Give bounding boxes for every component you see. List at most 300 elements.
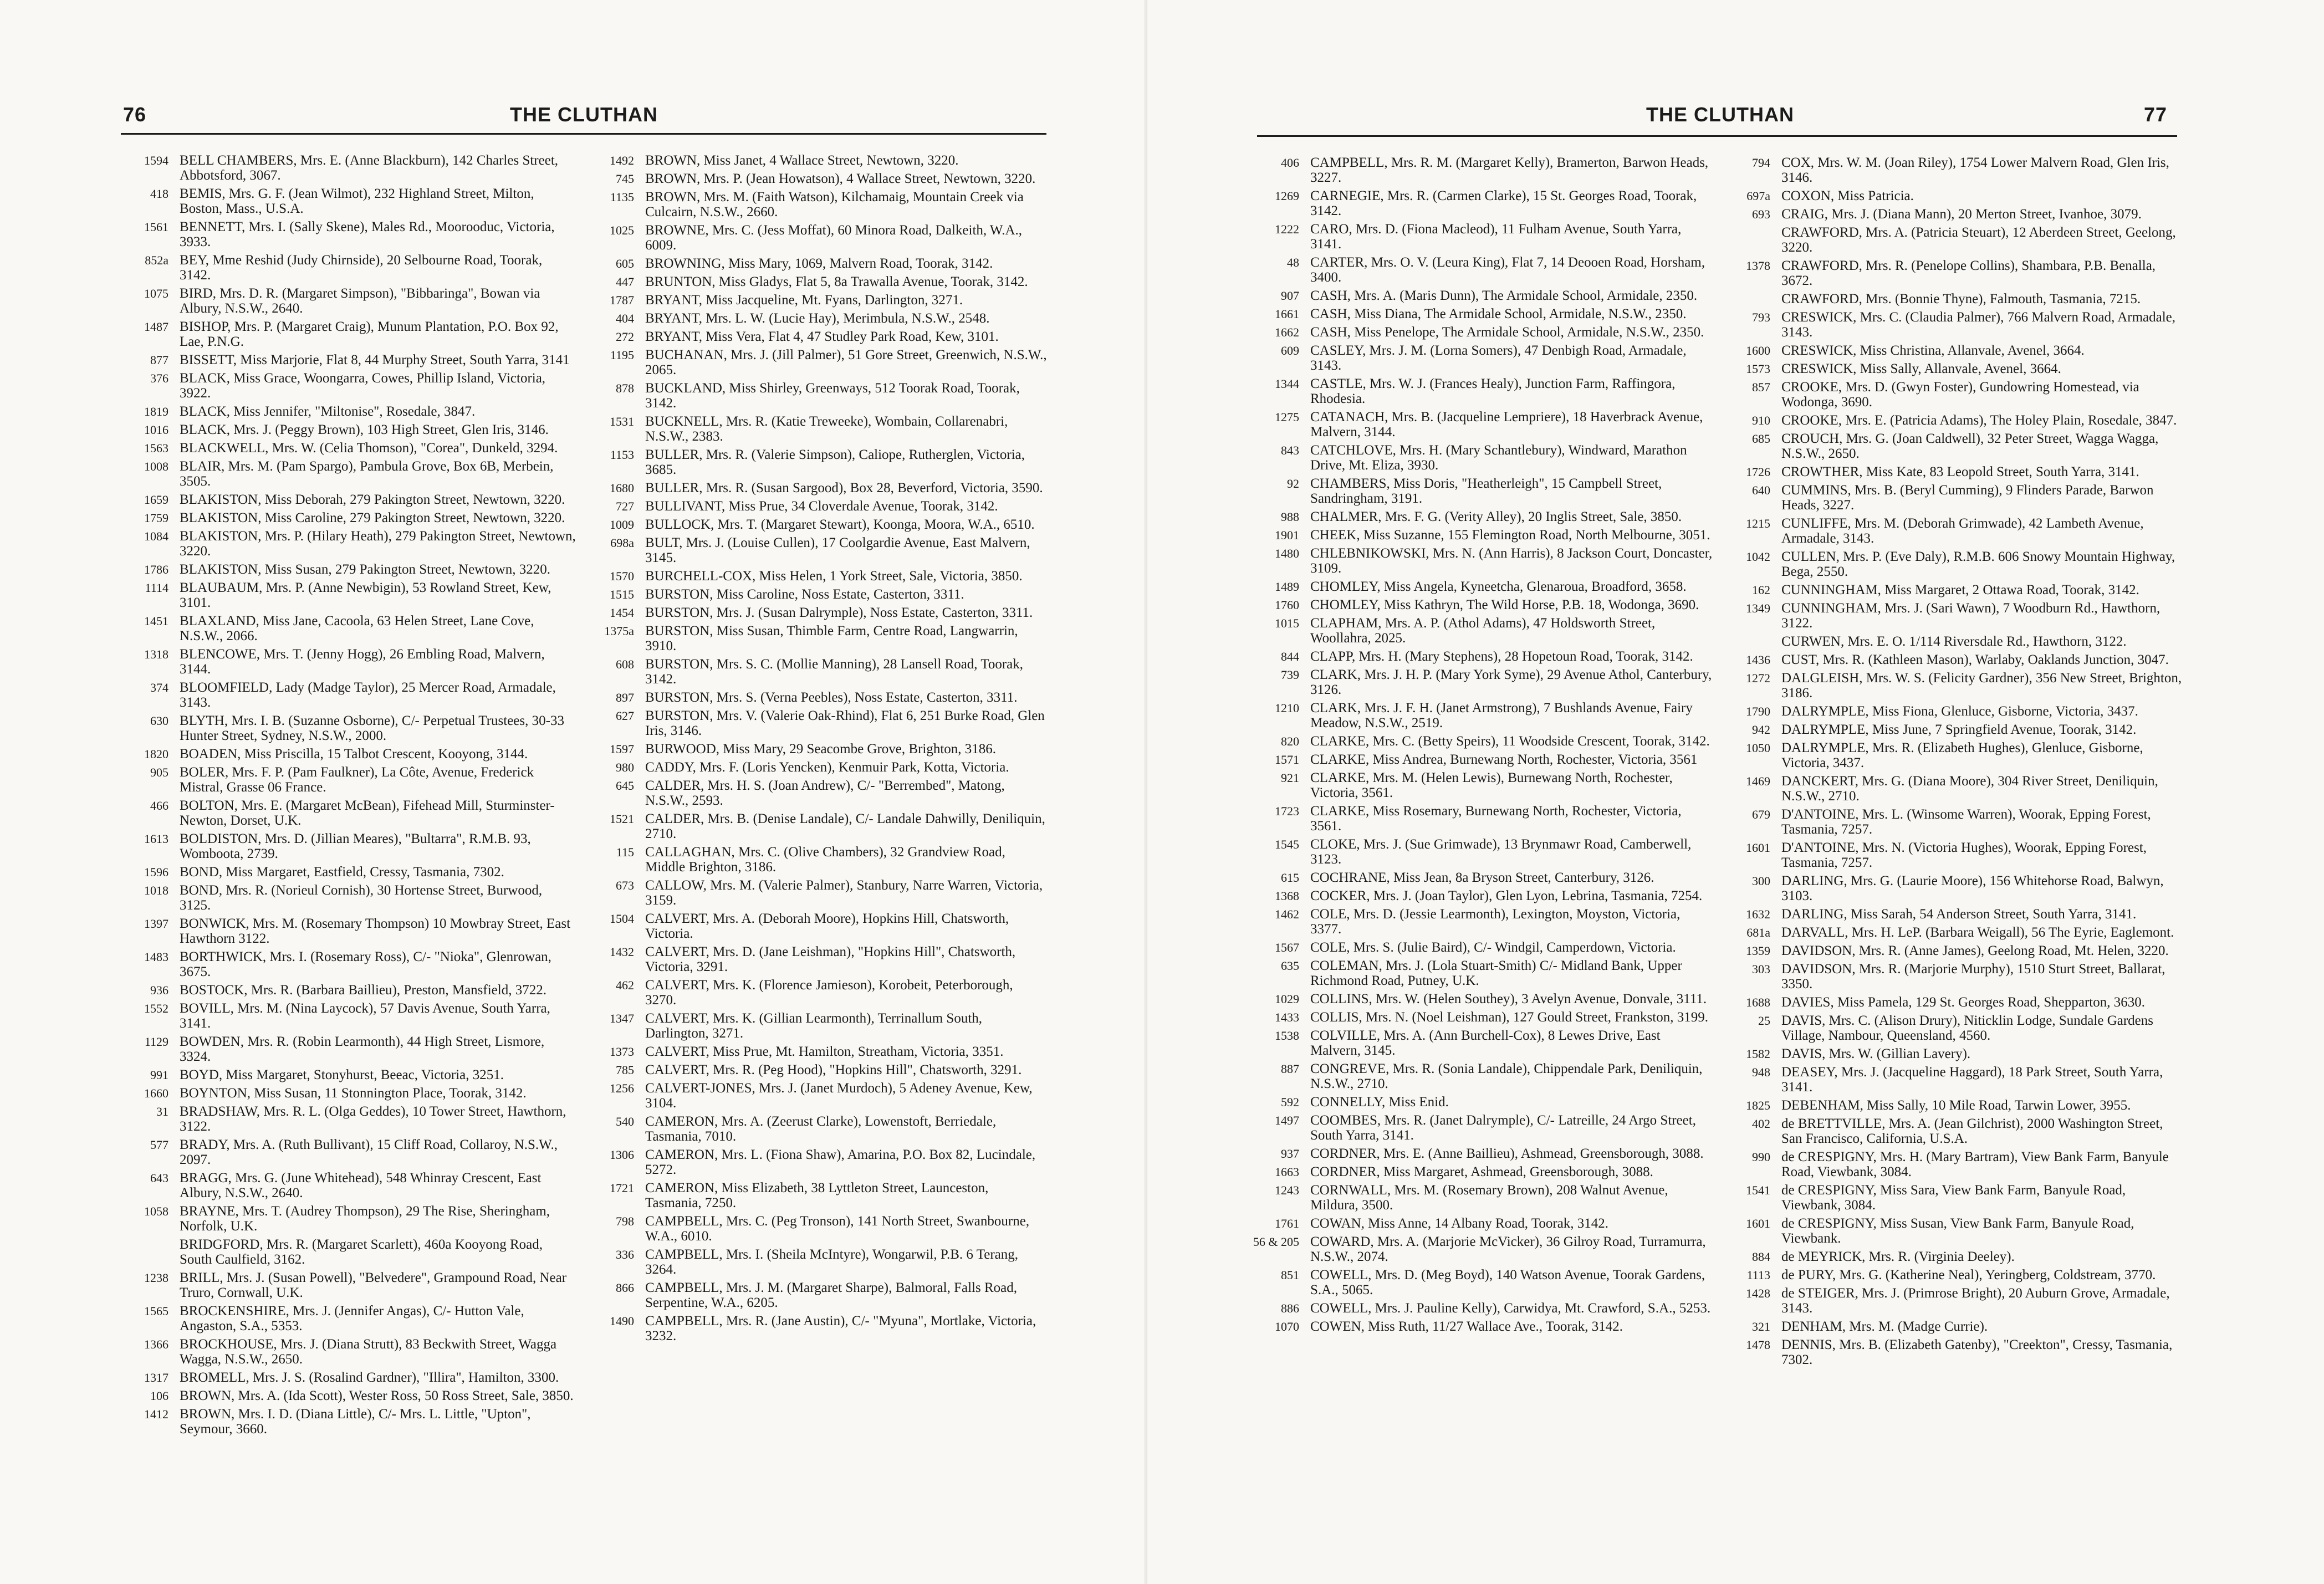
member-details: BLACK, Miss Grace, Woongarra, Cowes, Phillip Island, Victoria, 3922. xyxy=(180,371,546,401)
member-number: 852a xyxy=(145,253,168,267)
member-number: 31 xyxy=(156,1105,168,1118)
member-details: CUNNINGHAM, Mrs. J. (Sari Wawn), 7 Woodburn Rd., Hawthorn, 3122. xyxy=(1781,601,2160,631)
member-details: DAVIDSON, Mrs. R. (Anne James), Geelong Road, Mt. Helen, 3220. xyxy=(1781,943,2169,958)
left-page-header xyxy=(0,103,1147,136)
member-details: DARVALL, Mrs. H. LeP. (Barbara Weigall), 56 The Eyrie, Eaglemont. xyxy=(1781,925,2174,940)
member-number: 1561 xyxy=(144,220,168,234)
member-number: 942 xyxy=(1752,723,1770,737)
member-number: 1582 xyxy=(1746,1047,1770,1061)
member-details: COWAN, Miss Anne, 14 Albany Road, Toorak, 3142. xyxy=(1310,1216,1609,1231)
directory-entry xyxy=(1724,258,2184,288)
member-number: 1397 xyxy=(144,917,168,931)
member-number: 698a xyxy=(610,536,634,550)
member-number: 592 xyxy=(1281,1095,1299,1109)
directory-entry xyxy=(588,293,1048,308)
member-number: 877 xyxy=(150,353,168,367)
member-number: 1243 xyxy=(1275,1183,1299,1197)
member-details: DEBENHAM, Miss Sally, 10 Mile Road, Tarwin Lower, 3955. xyxy=(1781,1098,2131,1113)
member-number: 905 xyxy=(150,765,168,779)
member-details: CALVERT, Mrs. R. (Peg Hood), "Hopkins Hill", Chatsworth, 3291. xyxy=(645,1062,1022,1077)
member-details: BEY, Mme Reshid (Judy Chirnside), 20 Selbourne Road, Toorak, 3142. xyxy=(180,253,543,283)
directory-entry xyxy=(588,978,1048,1008)
member-details: COOMBES, Mrs. R. (Janet Dalrymple), C/- Latreille, 24 Argo Street, South Yarra, 3141. xyxy=(1310,1113,1696,1143)
directory-entry xyxy=(1253,343,1713,373)
member-number: 1025 xyxy=(610,223,634,237)
member-details: BOLDISTON, Mrs. D. (Jillian Meares), "Bultarra", R.M.B. 93, Womboota, 2739. xyxy=(180,831,531,861)
directory-entry xyxy=(1253,1146,1713,1161)
directory-entry xyxy=(122,647,576,677)
directory-entry xyxy=(1724,155,2184,185)
directory-entry xyxy=(122,1086,576,1101)
directory-entry xyxy=(122,747,576,762)
directory-entry xyxy=(122,1067,576,1082)
member-details: BULLOCK, Mrs. T. (Margaret Stewart), Koonga, Moora, W.A., 6510. xyxy=(645,517,1035,532)
directory-entry xyxy=(1724,431,2184,461)
member-number: 866 xyxy=(616,1281,634,1295)
directory-entry xyxy=(1724,740,2184,770)
member-number: 991 xyxy=(150,1068,168,1082)
member-details: CLARKE, Mrs. C. (Betty Speirs), 11 Woodside Crescent, Toorak, 3142. xyxy=(1310,734,1710,749)
directory-entry xyxy=(1253,701,1713,730)
directory-entry xyxy=(122,441,576,456)
directory-entry xyxy=(122,831,576,861)
member-number: 1596 xyxy=(144,865,168,879)
directory-entry xyxy=(122,983,576,998)
member-details: DENNIS, Mrs. B. (Elizabeth Gatenby), "Creekton", Cressy, Tasmania, 7302. xyxy=(1781,1337,2173,1367)
member-number: 1597 xyxy=(610,742,634,756)
directory-entry xyxy=(122,680,576,710)
directory-entry xyxy=(1253,667,1713,697)
member-details: CUNLIFFE, Mrs. M. (Deborah Grimwade), 42 Lambeth Avenue, Armadale, 3143. xyxy=(1781,516,2144,546)
directory-entry xyxy=(1724,962,2184,992)
member-details: BROWN, Mrs. M. (Faith Watson), Kilchamaig, Mountain Creek via Culcairn, N.S.W., 2660. xyxy=(645,190,1024,219)
directory-entry xyxy=(1253,1216,1713,1231)
member-number: 887 xyxy=(1281,1062,1299,1076)
directory-entry xyxy=(588,1114,1048,1144)
member-details: BOLTON, Mrs. E. (Margaret McBean), Fifehead Mill, Sturminster-Newton, Dorset, U.K. xyxy=(180,798,555,828)
member-number: 1521 xyxy=(610,812,634,826)
member-number: 1565 xyxy=(144,1304,168,1318)
member-details: BURSTON, Mrs. S. C. (Mollie Manning), 28 Lansell Road, Toorak, 3142. xyxy=(645,657,1024,687)
member-number: 685 xyxy=(1752,432,1770,446)
directory-entry xyxy=(122,1034,576,1064)
directory-entry xyxy=(122,371,576,401)
directory-entry xyxy=(588,1181,1048,1210)
member-number: 645 xyxy=(616,779,634,793)
directory-entry xyxy=(1253,155,1713,185)
directory-entry xyxy=(1253,649,1713,664)
member-details: BLAKISTON, Miss Deborah, 279 Pakington Street, Newtown, 3220. xyxy=(180,492,565,507)
member-number: 640 xyxy=(1752,483,1770,497)
member-details: CHOMLEY, Miss Kathryn, The Wild Horse, P.B. 18, Wodonga, 3690. xyxy=(1310,597,1699,612)
member-number: 679 xyxy=(1752,808,1770,821)
directory-entry xyxy=(1724,774,2184,804)
left-page xyxy=(0,0,1147,1584)
member-details: CLARK, Mrs. J. F. H. (Janet Armstrong), 7 Bushlands Avenue, Fairy Meadow, N.S.W., 2519. xyxy=(1310,701,1693,730)
member-number: 635 xyxy=(1281,959,1299,973)
member-details: COLLINS, Mrs. W. (Helen Southey), 3 Avelyn Avenue, Donvale, 3111. xyxy=(1310,992,1707,1006)
directory-entry xyxy=(122,916,576,946)
directory-entry xyxy=(588,1247,1048,1277)
member-number: 1412 xyxy=(144,1407,168,1421)
member-details: BURSTON, Mrs. V. (Valerie Oak-Rhind), Flat 6, 251 Burke Road, Glen Iris, 3146. xyxy=(645,708,1045,738)
directory-entry xyxy=(588,1044,1048,1059)
directory-entry xyxy=(1253,1301,1713,1316)
member-details: CARO, Mrs. D. (Fiona Macleod), 11 Fulham Avenue, South Yarra, 3141. xyxy=(1310,222,1682,252)
directory-entry xyxy=(588,778,1048,808)
member-number: 1478 xyxy=(1746,1338,1770,1352)
member-details: COLLIS, Mrs. N. (Noel Leishman), 127 Gould Street, Frankston, 3199. xyxy=(1310,1010,1708,1025)
directory-entry xyxy=(1724,995,2184,1010)
member-number: 1009 xyxy=(610,518,634,532)
directory-entry xyxy=(1724,343,2184,358)
member-number: 1451 xyxy=(144,614,168,628)
member-details: COLE, Mrs. S. (Julie Baird), C/- Windgil, Camperdown, Victoria. xyxy=(1310,940,1676,955)
member-number: 605 xyxy=(616,257,634,270)
directory-entry xyxy=(1253,1061,1713,1091)
directory-entry xyxy=(588,569,1048,584)
directory-entry xyxy=(1253,992,1713,1006)
member-details: CRESWICK, Miss Christina, Allanvale, Avenel, 3664. xyxy=(1781,343,2085,358)
member-number: 693 xyxy=(1752,207,1770,221)
directory-column xyxy=(1253,155,1713,1337)
directory-entry xyxy=(588,274,1048,289)
directory-entry xyxy=(588,1062,1048,1077)
directory-entry xyxy=(1724,464,2184,479)
member-details: COWARD, Mrs. A. (Marjorie McVicker), 36 Gilroy Road, Turramurra, N.S.W., 2074. xyxy=(1310,1234,1706,1264)
directory-entry xyxy=(1253,1113,1713,1143)
member-details: CALVERT, Mrs. A. (Deborah Moore), Hopkins Hill, Chatsworth, Victoria. xyxy=(645,911,1009,941)
member-number: 1688 xyxy=(1746,995,1770,1009)
directory-entry xyxy=(122,459,576,489)
directory-entry xyxy=(1724,722,2184,737)
member-details: BRYANT, Mrs. L. W. (Lucie Hay), Merimbula, N.S.W., 2548. xyxy=(645,311,990,326)
member-details: CRAWFORD, Mrs. (Bonnie Thyne), Falmouth, Tasmania, 7215. xyxy=(1781,292,2141,306)
member-details: CORDNER, Miss Margaret, Ashmead, Greensborough, 3088. xyxy=(1310,1164,1653,1179)
member-number: 1195 xyxy=(610,348,634,362)
member-details: DANCKERT, Mrs. G. (Diana Moore), 304 River Street, Deniliquin, N.S.W., 2710. xyxy=(1781,774,2158,804)
member-number: 1075 xyxy=(144,287,168,300)
directory-entry xyxy=(122,1370,576,1385)
directory-entry xyxy=(1724,207,2184,222)
member-number: 402 xyxy=(1752,1117,1770,1131)
member-details: BISSETT, Miss Marjorie, Flat 8, 44 Murphy Street, South Yarra, 3141 xyxy=(180,352,570,367)
member-details: DAVIS, Mrs. C. (Alison Drury), Niticklin Lodge, Sundale Gardens Village, Nambour, Queensland, 4560. xyxy=(1781,1013,2153,1043)
member-number: 56 & 205 xyxy=(1253,1235,1299,1249)
directory-entry xyxy=(1253,255,1713,285)
member-details: BROWN, Mrs. A. (Ida Scott), Wester Ross, 50 Ross Street, Sale, 3850. xyxy=(180,1388,574,1403)
directory-entry xyxy=(1724,907,2184,922)
member-number: 1600 xyxy=(1746,344,1770,357)
directory-entry xyxy=(1253,528,1713,543)
member-number: 844 xyxy=(1281,650,1299,663)
directory-entry xyxy=(122,1407,576,1437)
member-details: BISHOP, Mrs. P. (Margaret Craig), Munum Plantation, P.O. Box 92, Lae, P.N.G. xyxy=(180,319,559,349)
member-number: 1515 xyxy=(610,587,634,601)
directory-entry xyxy=(1724,361,2184,376)
member-details: CLARKE, Miss Rosemary, Burnewang North, Rochester, Victoria, 3561. xyxy=(1310,804,1682,834)
member-number: 886 xyxy=(1281,1301,1299,1315)
directory-entry xyxy=(588,811,1048,841)
member-details: COCHRANE, Miss Jean, 8a Bryson Street, Canterbury, 3126. xyxy=(1310,870,1654,885)
member-number: 1344 xyxy=(1275,377,1299,391)
member-details: CAMERON, Mrs. L. (Fiona Shaw), Amarina, P.O. Box 82, Lucindale, 5272. xyxy=(645,1147,1036,1177)
directory-entry xyxy=(122,1137,576,1167)
member-number: 1029 xyxy=(1275,992,1299,1006)
member-number: 794 xyxy=(1752,156,1770,170)
member-number: 1787 xyxy=(610,293,634,307)
directory-entry xyxy=(1724,380,2184,410)
directory-entry xyxy=(1724,1216,2184,1246)
directory-entry xyxy=(122,286,576,316)
member-details: BLACK, Miss Jennifer, "Miltonise", Rosedale, 3847. xyxy=(180,404,476,419)
member-number: 1366 xyxy=(144,1337,168,1351)
directory-entry xyxy=(1724,1337,2184,1367)
member-details: CURWEN, Mrs. E. O. 1/114 Riversdale Rd., Hawthorn, 3122. xyxy=(1781,634,2127,649)
member-details: DENHAM, Mrs. M. (Madge Currie). xyxy=(1781,1319,1988,1334)
member-details: BURCHELL-COX, Miss Helen, 1 York Street, Sale, Victoria, 3850. xyxy=(645,569,1023,584)
member-number: 745 xyxy=(616,172,634,186)
member-number: 1790 xyxy=(1746,704,1770,718)
member-details: CHOMLEY, Miss Angela, Kyneetcha, Glenaroua, Broadford, 3658. xyxy=(1310,579,1687,594)
member-details: BONWICK, Mrs. M. (Rosemary Thompson) 10 Mowbray Street, East Hawthorn 3122. xyxy=(180,916,571,946)
directory-entry xyxy=(122,422,576,437)
member-details: CRAWFORD, Mrs. R. (Penelope Collins), Shambara, P.B. Benalla, 3672. xyxy=(1781,258,2156,288)
directory-entry xyxy=(1724,671,2184,701)
directory-entry xyxy=(588,153,1048,168)
member-number: 1760 xyxy=(1275,598,1299,612)
member-number: 1632 xyxy=(1746,907,1770,921)
member-details: BOADEN, Miss Priscilla, 15 Talbot Crescent, Kooyong, 3144. xyxy=(180,747,528,762)
member-details: BRADY, Mrs. A. (Ruth Bullivant), 15 Cliff Road, Collaroy, N.S.W., 2097. xyxy=(180,1137,558,1167)
directory-entry xyxy=(588,911,1048,941)
directory-entry xyxy=(1253,325,1713,340)
directory-entry xyxy=(1724,601,2184,631)
directory-entry xyxy=(122,1304,576,1333)
member-number: 1759 xyxy=(144,511,168,525)
member-number: 25 xyxy=(1758,1014,1770,1028)
member-number: 727 xyxy=(616,499,634,513)
member-details: DARLING, Miss Sarah, 54 Anderson Street, South Yarra, 3141. xyxy=(1781,907,2137,922)
member-details: CATCHLOVE, Mrs. H. (Mary Schantlebury), Windward, Marathon Drive, Mt. Eliza, 3930. xyxy=(1310,443,1687,473)
member-details: CAMERON, Mrs. A. (Zeerust Clarke), Lowenstoft, Berriedale, Tasmania, 7010. xyxy=(645,1114,997,1144)
directory-entry xyxy=(1253,752,1713,767)
directory-entry xyxy=(1253,940,1713,955)
directory-entry xyxy=(588,1011,1048,1041)
directory-entry xyxy=(588,447,1048,477)
directory-entry xyxy=(1724,1046,2184,1061)
directory-entry xyxy=(588,845,1048,875)
directory-entry xyxy=(1724,1149,2184,1179)
directory-entry xyxy=(588,1280,1048,1310)
member-number: 1723 xyxy=(1275,804,1299,818)
directory-entry xyxy=(1724,413,2184,428)
member-details: CALVERT-JONES, Mrs. J. (Janet Murdoch), 5 Adeney Avenue, Kew, 3104. xyxy=(645,1081,1033,1111)
directory-entry xyxy=(588,223,1048,253)
member-number: 1662 xyxy=(1275,325,1299,339)
member-details: CLOKE, Mrs. J. (Sue Grimwade), 13 Brynmawr Road, Camberwell, 3123. xyxy=(1310,837,1692,867)
directory-entry xyxy=(1253,616,1713,646)
member-number: 1726 xyxy=(1746,465,1770,479)
directory-entry xyxy=(588,348,1048,377)
member-details: BRIDGFORD, Mrs. R. (Margaret Scarlett), 460a Kooyong Road, South Caulfield, 3162. xyxy=(180,1237,543,1267)
directory-entry xyxy=(588,708,1048,738)
member-number: 1042 xyxy=(1746,550,1770,564)
member-details: BROWN, Mrs. I. D. (Diana Little), C/- Mrs. L. Little, "Upton", Seymour, 3660. xyxy=(180,1407,531,1437)
member-details: CORDNER, Mrs. E. (Anne Baillieu), Ashmead, Greensborough, 3088. xyxy=(1310,1146,1704,1161)
member-number: 540 xyxy=(616,1115,634,1128)
member-number: 1070 xyxy=(1275,1320,1299,1333)
member-details: CONGREVE, Mrs. R. (Sonia Landale), Chippendale Park, Deniliquin, N.S.W., 2710. xyxy=(1310,1061,1703,1091)
member-number: 1269 xyxy=(1275,189,1299,203)
member-details: CLAPHAM, Mrs. A. P. (Athol Adams), 47 Holdsworth Street, Woollahra, 2025. xyxy=(1310,616,1656,646)
directory-entry xyxy=(588,657,1048,687)
member-details: CHEEK, Miss Suzanne, 155 Flemington Road, North Melbourne, 3051. xyxy=(1310,528,1710,543)
directory-entry xyxy=(122,529,576,559)
member-number: 1820 xyxy=(144,747,168,761)
directory-column xyxy=(1724,155,2184,1371)
directory-entry xyxy=(1253,579,1713,594)
directory-entry xyxy=(588,499,1048,514)
member-details: DALRYMPLE, Miss June, 7 Springfield Avenue, Toorak, 3142. xyxy=(1781,722,2137,737)
member-details: BRUNTON, Miss Gladys, Flat 5, 8a Trawalla Avenue, Toorak, 3142. xyxy=(645,274,1028,289)
member-number: 1318 xyxy=(144,647,168,661)
directory-entry xyxy=(588,1214,1048,1244)
directory-entry xyxy=(1253,188,1713,218)
directory-entry xyxy=(122,186,576,216)
member-details: BRAGG, Mrs. G. (June Whitehead), 548 Whinray Crescent, East Albury, N.S.W., 2640. xyxy=(180,1171,542,1200)
directory-entry xyxy=(122,1388,576,1403)
member-number: 1601 xyxy=(1746,1217,1770,1230)
member-number: 1373 xyxy=(610,1045,634,1059)
directory-column xyxy=(122,153,576,1440)
member-details: COWELL, Mrs. J. Pauline Kelly), Carwidya, Mt. Crawford, S.A., 5253. xyxy=(1310,1301,1711,1316)
member-details: CLAPP, Mrs. H. (Mary Stephens), 28 Hopetoun Road, Toorak, 3142. xyxy=(1310,649,1693,664)
directory-entry xyxy=(1253,888,1713,903)
member-details: de CRESPIGNY, Miss Sara, View Bank Farm, Banyule Road, Viewbank, 3084. xyxy=(1781,1183,2126,1213)
directory-entry xyxy=(1724,516,2184,546)
member-number: 1215 xyxy=(1746,517,1770,530)
member-number: 1018 xyxy=(144,883,168,897)
member-details: CALVERT, Mrs. K. (Florence Jamieson), Korobeit, Peterborough, 3270. xyxy=(645,978,1013,1008)
member-number: 1567 xyxy=(1275,941,1299,954)
member-number: 1275 xyxy=(1275,410,1299,424)
member-number: 936 xyxy=(150,983,168,997)
member-details: de CRESPIGNY, Miss Susan, View Bank Farm, Banyule Road, Viewbank. xyxy=(1781,1216,2134,1246)
member-details: BELL CHAMBERS, Mrs. E. (Anne Blackburn), 142 Charles Street, Abbotsford, 3067. xyxy=(180,153,559,183)
member-details: D'ANTOINE, Mrs. N. (Victoria Hughes), Woorak, Epping Forest, Tasmania, 7257. xyxy=(1781,840,2147,870)
member-number: 1497 xyxy=(1275,1113,1299,1127)
member-details: BOYNTON, Miss Susan, 11 Stonnington Place, Toorak, 3142. xyxy=(180,1086,527,1101)
member-details: BIRD, Mrs. D. R. (Margaret Simpson), "Bibbaringa", Bowan via Albury, N.S.W., 2640. xyxy=(180,286,540,316)
directory-entry xyxy=(122,1337,576,1367)
member-details: BLENCOWE, Mrs. T. (Jenny Hogg), 26 Embling Road, Malvern, 3144. xyxy=(180,647,545,677)
member-details: CASTLE, Mrs. W. J. (Frances Healy), Junction Farm, Raffingora, Rhodesia. xyxy=(1310,376,1676,406)
member-details: BROWNING, Miss Mary, 1069, Malvern Road, Toorak, 3142. xyxy=(645,256,993,271)
member-details: CRAIG, Mrs. J. (Diana Mann), 20 Merton Street, Ivanhoe, 3079. xyxy=(1781,207,2142,222)
directory-entry xyxy=(1253,1164,1713,1179)
member-details: CHAMBERS, Miss Doris, "Heatherleigh", 15 Campbell Street, Sandringham, 3191. xyxy=(1310,476,1662,506)
directory-entry xyxy=(1253,1234,1713,1264)
directory-entry xyxy=(1253,222,1713,252)
member-number: 907 xyxy=(1281,289,1299,303)
member-number: 418 xyxy=(150,187,168,201)
member-number: 910 xyxy=(1752,413,1770,427)
member-number: 643 xyxy=(150,1171,168,1185)
directory-entry xyxy=(122,1104,576,1134)
directory-entry xyxy=(122,562,576,577)
member-number: 1594 xyxy=(144,154,168,167)
member-details: COWEN, Miss Ruth, 11/27 Wallace Ave., Toorak, 3142. xyxy=(1310,1319,1623,1334)
member-number: 115 xyxy=(616,845,634,859)
directory-entry xyxy=(588,381,1048,411)
member-number: 1378 xyxy=(1746,259,1770,273)
member-number: 1613 xyxy=(144,832,168,846)
directory-entry xyxy=(588,587,1048,602)
directory-entry xyxy=(588,1147,1048,1177)
directory-entry xyxy=(588,414,1048,444)
member-number: 673 xyxy=(616,878,634,892)
directory-entry xyxy=(1724,943,2184,958)
member-number: 336 xyxy=(616,1248,634,1261)
member-details: CORNWALL, Mrs. M. (Rosemary Brown), 208 Walnut Avenue, Mildura, 3500. xyxy=(1310,1183,1668,1213)
directory-entry xyxy=(1724,582,2184,597)
member-details: BUCHANAN, Mrs. J. (Jill Palmer), 51 Gore Street, Greenwich, N.S.W., 2065. xyxy=(645,348,1047,377)
member-details: CASH, Miss Penelope, The Armidale School, Armidale, N.S.W., 2350. xyxy=(1310,325,1704,340)
member-number: 1761 xyxy=(1275,1217,1299,1230)
member-details: de CRESPIGNY, Mrs. H. (Mary Bartram), View Bank Farm, Banyule Road, Viewbank, 3084. xyxy=(1781,1149,2169,1179)
member-details: COLVILLE, Mrs. A. (Ann Burchell-Cox), 8 Lewes Drive, East Malvern, 3145. xyxy=(1310,1028,1661,1058)
directory-entry xyxy=(122,865,576,880)
directory-entry xyxy=(1724,310,2184,340)
member-number: 697a xyxy=(1746,189,1770,203)
directory-entry xyxy=(1253,410,1713,440)
member-details: BUCKNELL, Mrs. R. (Katie Treweeke), Wombain, Collarenabri, N.S.W., 2383. xyxy=(645,414,1008,444)
member-details: BURSTON, Miss Caroline, Noss Estate, Casterton, 3311. xyxy=(645,587,964,602)
page-number: 76 xyxy=(123,103,147,126)
right-page xyxy=(1147,0,2324,1584)
member-details: BLACK, Mrs. J. (Peggy Brown), 103 High Street, Glen Iris, 3146. xyxy=(180,422,549,437)
member-number: 1570 xyxy=(610,569,634,583)
member-number: 1825 xyxy=(1746,1098,1770,1112)
member-details: BROWNE, Mrs. C. (Jess Moffat), 60 Minora Road, Dalkeith, W.A., 6009. xyxy=(645,223,1023,253)
member-details: CAMPBELL, Mrs. R. (Jane Austin), C/- "Myuna", Mortlake, Victoria, 3232. xyxy=(645,1314,1036,1343)
member-number: 739 xyxy=(1281,668,1299,682)
directory-entry xyxy=(1253,1010,1713,1025)
member-number: 608 xyxy=(616,657,634,671)
member-details: CUNNINGHAM, Miss Margaret, 2 Ottawa Road, Toorak, 3142. xyxy=(1781,582,2139,597)
member-number: 1113 xyxy=(1746,1268,1770,1282)
directory-entry xyxy=(1253,1095,1713,1110)
member-details: BUCKLAND, Miss Shirley, Greenways, 512 Toorak Road, Toorak, 3142. xyxy=(645,381,1020,411)
member-details: de PURY, Mrs. G. (Katherine Neal), Yeringberg, Coldstream, 3770. xyxy=(1781,1268,2156,1282)
member-number: 1238 xyxy=(144,1271,168,1285)
member-number: 1349 xyxy=(1746,601,1770,615)
directory-entry xyxy=(1253,509,1713,524)
member-details: BROWN, Mrs. P. (Jean Howatson), 4 Wallace Street, Newtown, 3220. xyxy=(645,171,1036,186)
directory-entry xyxy=(588,517,1048,532)
directory-entry xyxy=(122,153,576,183)
directory-entry xyxy=(1253,1319,1713,1334)
directory-entry xyxy=(1724,840,2184,870)
member-details: BOSTOCK, Mrs. R. (Barbara Baillieu), Preston, Mansfield, 3722. xyxy=(180,983,546,998)
member-number: 630 xyxy=(150,714,168,728)
directory-entry xyxy=(1253,288,1713,303)
page-number: 77 xyxy=(2144,103,2168,126)
directory-entry xyxy=(588,878,1048,908)
directory-entry xyxy=(122,219,576,249)
directory-entry xyxy=(122,1001,576,1031)
